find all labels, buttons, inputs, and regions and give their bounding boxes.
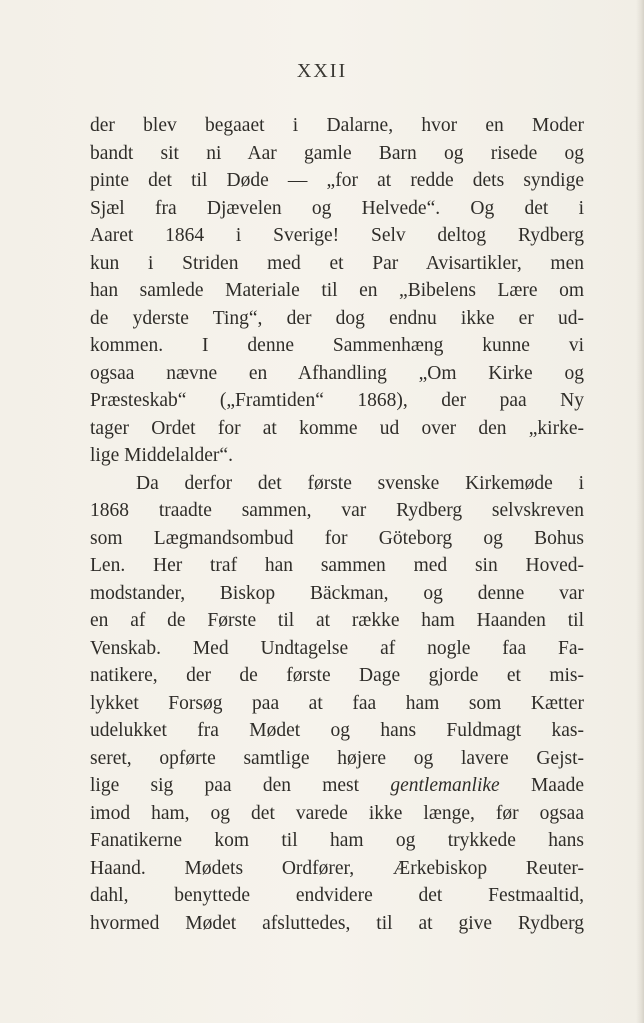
text-line: Sjæl fra Djævelen og Helvede“. Og det i — [90, 197, 584, 219]
text-line: ogsaa nævne en Afhandling „Om Kirke og — [90, 362, 584, 384]
text-line: natikere, der de første Dage gjorde et mis- — [90, 665, 584, 686]
text-line: som Lægmandsombud for Göteborg og Bohus — [90, 527, 584, 549]
text-line: lykket Forsøg paa at faa ham som Kætter — [90, 692, 584, 714]
text-line: Len. Her traf han sammen med sin Hoved- — [90, 555, 584, 576]
text-line: Aaret 1864 i Sverige! Selv deltog Rydberg — [90, 225, 584, 246]
text-segment: Maade — [530, 775, 585, 796]
text-line: udelukket fra Mødet og hans Fuldmagt kas- — [90, 720, 584, 741]
body-text — [90, 112, 584, 937]
text-line: han samlede Materiale til en „Bibelens Lære om — [90, 280, 584, 301]
page-number: XXII — [296, 60, 348, 82]
text-line: seret, opførte samtlige højere og lavere Gejst- — [90, 747, 584, 769]
text-line: hvormed Mødet afsluttedes, til at give Rydberg — [90, 912, 584, 934]
text-line: imod ham, og det varede ikke længe, før ogsaa — [90, 802, 584, 824]
italic-word: gentlemanlike — [390, 775, 500, 796]
text-line: Da derfor det første svenske Kirkemøde i — [136, 472, 584, 494]
text-line: Venskab. Med Undtagelse af nogle faa Fa- — [90, 637, 584, 659]
text-line: kun i Striden med et Par Avisartikler, men — [90, 252, 584, 274]
text-line-with-italic — [90, 772, 584, 800]
text-line: modstander, Biskop Bäckman, og denne var — [90, 582, 584, 604]
text-line: Præsteskab“ („Framtiden“ 1868), der paa Ny — [90, 390, 584, 411]
text-line: en af de Første til at række ham Haanden til — [90, 610, 584, 631]
text-line: Fanatikerne kom til ham og trykkede hans — [90, 830, 584, 851]
text-line: de yderste Ting“, der dog endnu ikke er ud- — [90, 307, 584, 329]
text-line: bandt sit ni Aar gamle Barn og risede og — [90, 142, 584, 164]
text-line: kommen. I denne Sammenhæng kunne vi — [90, 335, 584, 356]
text-line: 1868 traadte sammen, var Rydberg selvskreven — [90, 500, 584, 521]
text-line: lige Middelalder“. — [90, 445, 233, 466]
text-line: Haand. Mødets Ordfører, Ærkebiskop Reuter- — [90, 857, 584, 879]
text-line: der blev begaaet i Dalarne, hvor en Moder — [90, 115, 584, 136]
page-edge-shadow — [636, 0, 644, 1023]
text-line: dahl, benyttede endvidere det Festmaaltid, — [90, 885, 584, 906]
text-segment: lige sig paa den mest — [90, 775, 360, 796]
text-line: tager Ordet for at komme ud over den „kirke- — [90, 417, 584, 439]
text-line: pinte det til Døde — „for at redde dets syndige — [90, 170, 584, 191]
